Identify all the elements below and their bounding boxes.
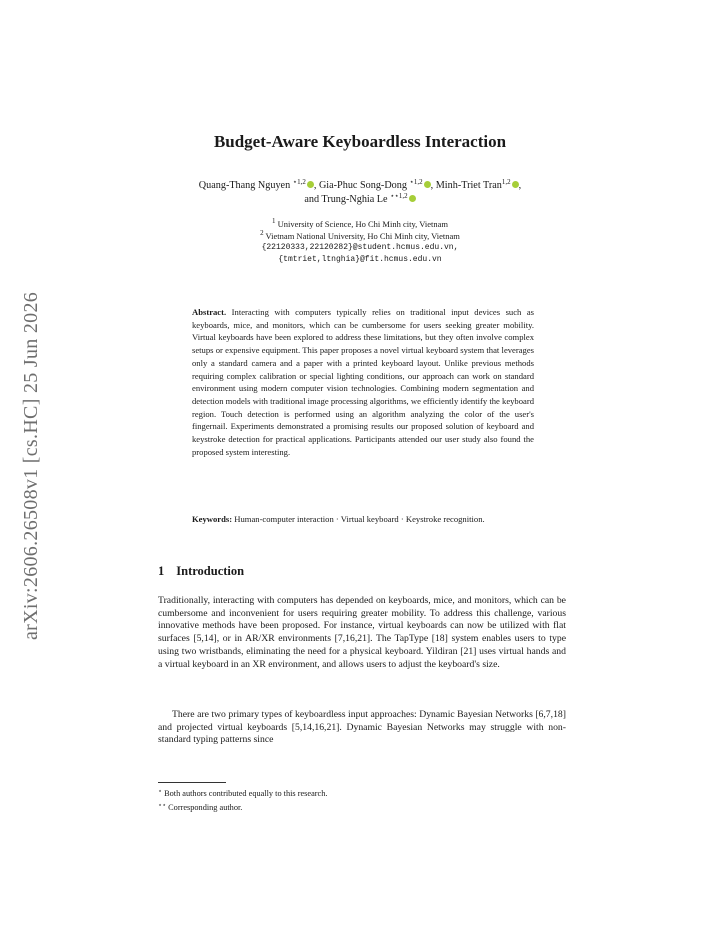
author-affiliation-mark: ⋆1,2	[409, 178, 423, 186]
email-line: {22120333,22120282}@student.hcmus.edu.vn,	[261, 243, 459, 252]
author-separator: ,	[313, 180, 319, 191]
author-separator: ,	[518, 180, 522, 191]
author-affiliation-mark: ⋆1,2	[292, 178, 306, 186]
orcid-icon[interactable]	[409, 195, 416, 202]
affiliation-line	[150, 230, 570, 242]
footnote-divider	[158, 782, 226, 783]
email-line: {tmtriet,ltnghia}@fit.hcmus.edu.vn	[278, 255, 442, 264]
affiliations	[150, 218, 570, 266]
arxiv-identifier-stamp: arXiv:2606.26508v1 [cs.HC] 25 Jun 2026	[20, 291, 42, 640]
keywords	[192, 513, 534, 526]
footnotes	[158, 786, 327, 813]
author-name: Gia-Phuc Song-Dong	[318, 180, 407, 191]
orcid-icon[interactable]	[307, 181, 314, 188]
orcid-icon[interactable]	[424, 181, 431, 188]
keywords-text: Human-computer interaction · Virtual keyboard · Keystroke recognition.	[234, 514, 485, 524]
author-name: Minh-Triet Tran	[435, 180, 502, 191]
body-paragraph: Traditionally, interacting with computers has depended on keyboards, mice, and monitors, which can be cumbersome and inconvenient for users requiring greater mobility. To address this challenge, various innovative methods have been proposed. For instance, virtual keyboards can now be utilized with flat surfaces [5,14], or in AR/XR environments [7,16,21]. The TapType [18] system enables users to type using two wristbands, eliminating the need for a physical keyboard. Yildiran [21] uses virtual hands and a virtual keyboard in an XR environment, and allows users to adjust the keyboard's size.	[158, 595, 566, 670]
abstract	[192, 306, 534, 458]
footnote-mark: ⋆⋆	[158, 801, 167, 809]
abstract-label: Abstract.	[192, 307, 227, 317]
footnote-text: Both authors contributed equally to this research.	[164, 789, 328, 798]
author-name: Quang-Thang Nguyen	[198, 180, 291, 191]
keywords-label: Keywords:	[192, 514, 233, 524]
affiliation-number: 2	[260, 229, 264, 237]
affiliation-line	[150, 218, 570, 230]
footnote-mark: ⋆	[158, 788, 163, 795]
section-heading	[158, 564, 244, 579]
footnote	[158, 786, 327, 800]
author-affiliation-mark: 1,2	[501, 178, 511, 186]
affiliation-text: Vietnam National University, Ho Chi Minh city, Vietnam	[265, 231, 460, 241]
author-list	[150, 179, 570, 206]
affiliation-text: University of Science, Ho Chi Minh city, Vietnam	[277, 219, 449, 229]
abstract-text: Interacting with computers typically relies on traditional input devices such as keyboards, mice, and monitors, which can be cumbersome for users seeking greater mobility. Virtual keyboards have been explored to address these limitations, but they often involve complex setups or expensive equipment. This paper proposes a novel virtual keyboard system that leverages only a standard camera and a paper with a printed keyboard layout. Unlike previous methods requiring complex calibration or special lighting conditions, our approach can work on standard environment using modern computer vision technologies. Combining modern segmentation and detection models with traditional image processing algorithms, we efficiently identify the keyboard region. Touch detection is performed using an algorithm analyzing the color of the user's fingernail. Experiments demonstrated a promising results our proposed solution of keyboard and keystroke detection for practical applications. Participants attended our user study also found the proposed system interesting.	[192, 307, 534, 457]
footnote	[158, 800, 327, 814]
paper-title: Budget-Aware Keyboardless Interaction	[213, 132, 507, 151]
author-separator: ,	[430, 180, 436, 191]
author-name: and Trung-Nghia Le	[304, 193, 388, 205]
body-paragraph: There are two primary types of keyboardless input approaches: Dynamic Bayesian Networks [6,7,18] and projected virtual keyboards [5,14,16,21]. Dynamic Bayesian Networks may struggle with non-standard typing patterns since	[158, 709, 566, 746]
section-number: 1	[158, 564, 165, 578]
author-affiliation-mark: ⋆⋆1,2	[390, 191, 408, 200]
affiliation-number: 1	[271, 217, 276, 225]
footnote-text: Corresponding author.	[168, 802, 243, 812]
orcid-icon[interactable]	[512, 181, 519, 188]
section-title: Introduction	[176, 564, 245, 578]
